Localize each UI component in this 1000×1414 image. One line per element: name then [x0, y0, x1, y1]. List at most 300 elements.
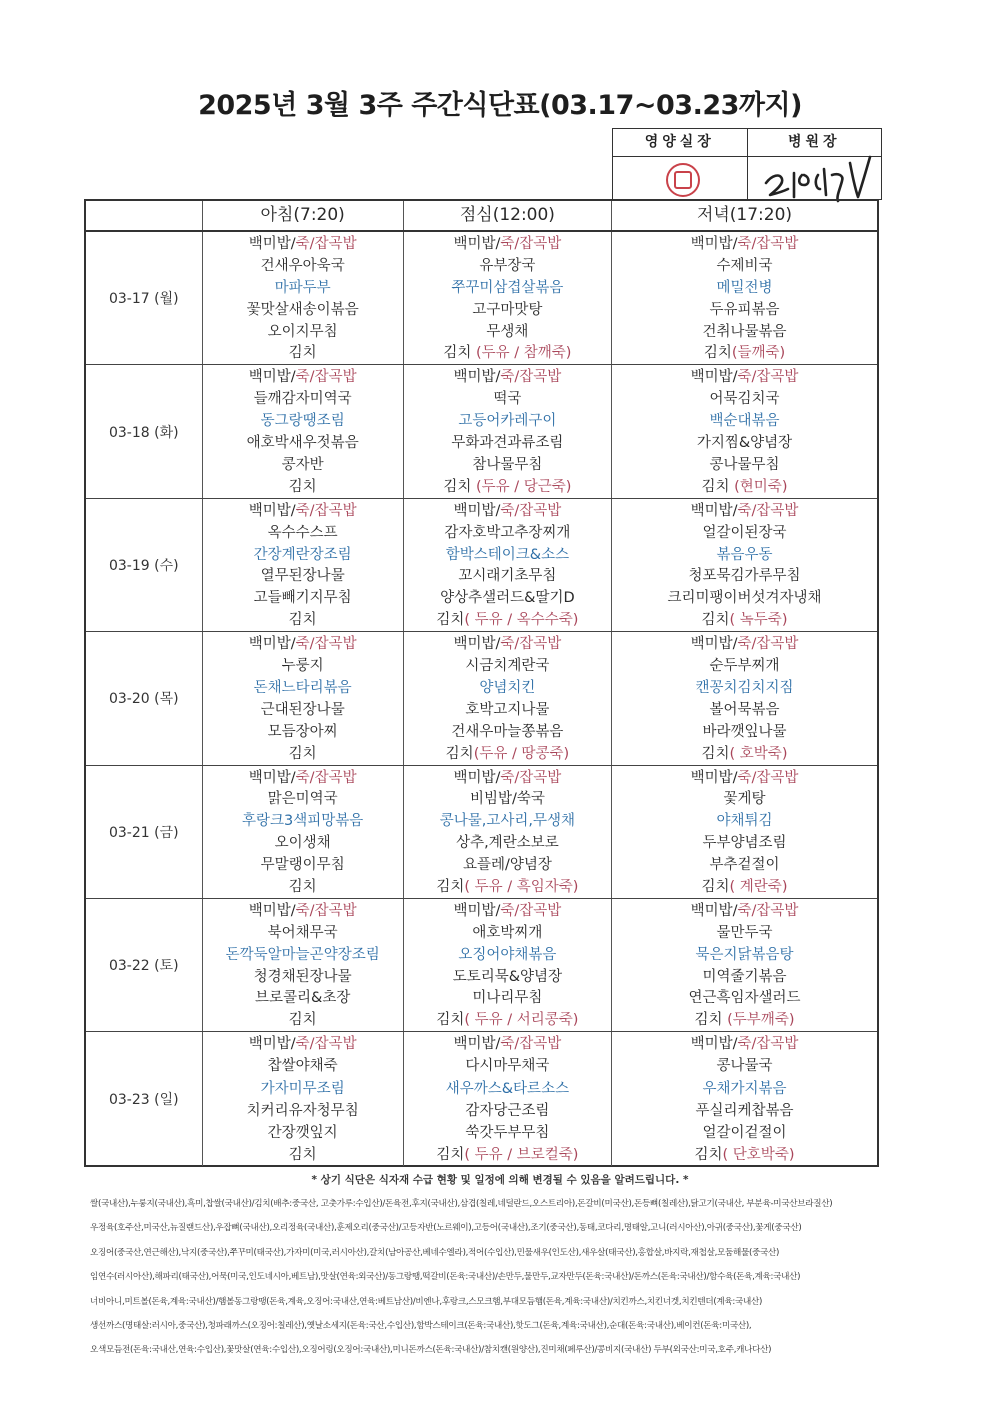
rice-porridge: 죽	[737, 636, 752, 653]
menu-item: 건새우마늘쫑볶음	[451, 723, 564, 740]
kimchi-label: 김치	[701, 612, 730, 629]
rice-base: 백미밥/	[690, 902, 738, 919]
day-row	[86, 766, 877, 899]
day-date: 03-21 (금)	[108, 824, 179, 841]
origin-line: 오징어(중국산,연근해산),낙지(중국산),쭈꾸미(태국산),가자미(미국,러시아산),갈치(남아공산,베네수엘라),적어(수입산),민물새우(인도산),새우살(태국산),홍합살,바지락,재첩살,모둠해물(중국산)	[90, 1247, 780, 1258]
menu-item: 꽃맛살새송이볶음	[246, 301, 359, 318]
origin-line: 오색모듬전(돈육:국내산,연육:수입산),꽃맛살(연육:수입산),오징어링(오징어:국내산),미니돈까스(돈육:국내산)/참치캔(원양산),진미채(페루산)/콩비지(국내산) 두부(외국산:미국,호주,캐나다산)	[90, 1345, 772, 1356]
menu-item: 두부양념조림	[702, 835, 787, 852]
menu-item: 무생채	[486, 323, 529, 340]
kimchi-label: 김치	[445, 745, 474, 762]
menu-table	[84, 199, 879, 1167]
breakfast-cell	[202, 499, 403, 631]
approval-director-cell	[748, 157, 882, 199]
origin-info	[90, 1192, 890, 1363]
lunch-cell	[403, 899, 611, 1031]
day-row	[86, 365, 877, 498]
rice-sep: /	[751, 1036, 757, 1053]
rice-porridge: 죽	[500, 502, 515, 519]
menu-header-row	[86, 201, 877, 232]
kimchi-label: 김치	[694, 1146, 723, 1163]
rice-grain: 잡곡밥	[314, 902, 357, 919]
rice-sep: /	[514, 902, 520, 919]
rice-base: 백미밥/	[690, 636, 738, 653]
menu-item: 미나리무침	[472, 990, 543, 1007]
kimchi-line	[203, 477, 403, 497]
menu-item: 돈채느타리볶음	[253, 679, 352, 696]
menu-item: 건새우아욱국	[260, 257, 345, 274]
origin-line: 너비아니,미트볼(돈육,계육:국내산)/햄볼동그랑땡(돈육,계육,오징어:국내산,연육:베트남산)/비엔나,후랑크,스모크햄,부대모듬햄(돈육,계육:국내산)/치킨까스,치킨너겟,치킨텐더(계육:국내산)	[90, 1296, 763, 1307]
lunch-cell	[403, 1032, 611, 1165]
rice-line	[203, 367, 403, 387]
menu-item: 누룽지	[281, 658, 324, 674]
rice-line	[203, 901, 403, 921]
menu-item: 양념치킨	[479, 679, 536, 696]
rice-sep: /	[514, 636, 520, 653]
menu-item: 백순대볶음	[709, 413, 780, 430]
rice-sep: /	[309, 235, 315, 252]
menu-item: 호박고지나물	[465, 701, 550, 718]
approval-director	[747, 129, 882, 199]
approval-box	[612, 128, 882, 200]
kimchi-line	[612, 1145, 877, 1165]
day-row	[86, 232, 877, 365]
kimchi-label: 김치	[288, 478, 317, 495]
kimchi-line	[203, 877, 403, 897]
rice-line	[404, 901, 611, 921]
rice-porridge: 죽	[295, 769, 310, 786]
dinner-cell	[611, 232, 877, 364]
rice-porridge: 죽	[500, 902, 515, 919]
rice-grain: 잡곡밥	[756, 636, 799, 653]
menu-item: 콩나물,고사리,무생채	[439, 813, 576, 830]
rice-line	[612, 634, 877, 654]
menu-item: 쑥갓두부무침	[465, 1124, 550, 1141]
kimchi-label: 김치	[701, 878, 730, 895]
kimchi-label: 김치	[288, 612, 317, 629]
rice-grain: 잡곡밥	[314, 369, 357, 386]
rice-sep: /	[751, 369, 757, 386]
kimchi-line	[404, 610, 611, 630]
rice-line	[404, 634, 611, 654]
rice-line	[203, 1034, 403, 1054]
rice-base: 백미밥/	[248, 769, 296, 786]
porridge-note: ( 호박죽)	[729, 745, 788, 762]
rice-sep: /	[309, 369, 315, 386]
rice-porridge: 죽	[737, 235, 752, 252]
rice-porridge: 죽	[500, 769, 515, 786]
rice-grain: 잡곡밥	[519, 636, 562, 653]
origin-line: 생선까스(명태살:러시아,중국산),청파래까스(오징어:칠레산),옛날소세지(돈육:국산,수입산),함박스테이크(돈육:국내산),핫도그(돈육,계육:국내산),순대(돈육:국내산),베이컨(돈육:미국산),	[90, 1321, 752, 1332]
menu-item: 열무된장나물	[260, 568, 345, 585]
seal-stamp-icon	[666, 163, 700, 197]
kimchi-label: 김치	[443, 478, 472, 495]
menu-item: 다시마무채국	[465, 1058, 550, 1075]
menu-item: 미역줄기볶음	[702, 968, 787, 985]
approval-nutrition-cell	[613, 157, 747, 199]
rice-porridge: 죽	[737, 902, 752, 919]
rice-line	[612, 1034, 877, 1054]
rice-grain: 잡곡밥	[519, 235, 562, 252]
rice-base: 백미밥/	[248, 235, 296, 252]
day-date: 03-18 (화)	[108, 424, 179, 441]
porridge-note: ( 두유 / 흑임자죽)	[464, 878, 579, 895]
kimchi-line	[612, 610, 877, 630]
rice-line	[404, 501, 611, 521]
menu-item: 얼갈이된장국	[702, 524, 787, 541]
rice-line	[612, 234, 877, 254]
rice-line	[612, 901, 877, 921]
rice-base: 백미밥/	[690, 369, 738, 386]
kimchi-label: 김치	[443, 345, 472, 362]
header-lunch: 점심(12:00)	[403, 201, 611, 230]
menu-item: 꽃게탕	[723, 791, 766, 808]
rice-grain: 잡곡밥	[756, 369, 799, 386]
rice-base: 백미밥/	[453, 636, 501, 653]
kimchi-label: 김치	[288, 878, 317, 895]
menu-item: 함박스테이크&소스	[445, 546, 570, 563]
kimchi-label: 김치	[694, 1012, 723, 1029]
menu-item: 두유피볶음	[709, 301, 780, 318]
lunch-cell	[403, 499, 611, 631]
signature-icon	[758, 145, 878, 205]
rice-base: 백미밥/	[453, 502, 501, 519]
menu-item: 옥수수스프	[267, 524, 338, 541]
rice-base: 백미밥/	[248, 369, 296, 386]
kimchi-label: 김치	[436, 878, 465, 895]
approval-nutrition-head: 영양실장	[613, 129, 747, 157]
rice-line	[404, 234, 611, 254]
kimchi-line	[404, 1010, 611, 1030]
menu-item: 청포묵김가루무침	[688, 568, 801, 585]
rice-grain: 잡곡밥	[756, 902, 799, 919]
kimchi-line	[612, 477, 877, 497]
header-dinner: 저녁(17:20)	[611, 201, 877, 230]
rice-base: 백미밥/	[248, 636, 296, 653]
kimchi-line	[612, 744, 877, 764]
kimchi-label: 김치	[288, 745, 317, 762]
kimchi-label: 김치	[288, 345, 317, 362]
porridge-note: ( 두유 / 브로컬죽)	[464, 1146, 579, 1163]
menu-item: 브로콜리&초장	[255, 990, 351, 1007]
kimchi-line	[404, 877, 611, 897]
menu-item: 유부장국	[479, 257, 536, 274]
menu-item: 오징어야채볶음	[458, 946, 557, 963]
lunch-cell	[403, 232, 611, 364]
menu-item: 동그랑땡조림	[260, 413, 345, 430]
menu-item: 떡국	[493, 391, 522, 408]
menu-item: 돈깍둑알마늘곤약장조림	[225, 946, 380, 963]
porridge-note: (들깨죽)	[731, 345, 786, 362]
porridge-note: (두유 / 땅콩죽)	[473, 745, 570, 762]
menu-item: 물만두국	[716, 924, 773, 941]
rice-sep: /	[309, 1036, 315, 1053]
menu-item: 감자당근조림	[465, 1102, 550, 1119]
rice-base: 백미밥/	[248, 502, 296, 519]
menu-item: 볼어묵볶음	[709, 701, 780, 718]
menu-item: 메밀전병	[716, 279, 773, 296]
rice-base: 백미밥/	[453, 1036, 501, 1053]
menu-item: 쭈꾸미삼겹살볶음	[451, 279, 564, 296]
kimchi-line	[203, 610, 403, 630]
menu-item: 크리미팽이버섯겨자냉채	[667, 590, 822, 607]
rice-grain: 잡곡밥	[519, 769, 562, 786]
rice-line	[404, 367, 611, 387]
menu-item: 볶음우동	[716, 546, 773, 563]
rice-base: 백미밥/	[453, 902, 501, 919]
rice-sep: /	[514, 1036, 520, 1053]
menu-item: 야채튀김	[716, 813, 773, 830]
rice-base: 백미밥/	[690, 502, 738, 519]
rice-porridge: 죽	[737, 769, 752, 786]
rice-grain: 잡곡밥	[519, 369, 562, 386]
rice-sep: /	[309, 902, 315, 919]
kimchi-line	[404, 477, 611, 497]
rice-base: 백미밥/	[248, 1036, 296, 1053]
rice-base: 백미밥/	[453, 769, 501, 786]
menu-item: 들깨감자미역국	[253, 391, 352, 408]
rice-sep: /	[751, 769, 757, 786]
rice-porridge: 죽	[737, 369, 752, 386]
page-title: 2025년 3월 3주 주간식단표(03.17~03.23까지)	[198, 90, 802, 121]
rice-base: 백미밥/	[690, 235, 738, 252]
dinner-cell	[611, 632, 877, 764]
breakfast-cell	[202, 365, 403, 497]
menu-item: 요플레/양념장	[462, 857, 552, 874]
menu-item: 가지찜&양념장	[696, 435, 793, 451]
breakfast-cell	[202, 632, 403, 764]
menu-item: 오이지무침	[267, 323, 338, 340]
kimchi-label: 김치	[701, 745, 730, 762]
menu-item: 콩나물무침	[709, 456, 780, 473]
lunch-cell	[403, 632, 611, 764]
menu-item: 묵은지닭볶음탕	[695, 946, 794, 963]
header-breakfast: 아침(7:20)	[202, 201, 403, 230]
menu-item: 건취나물볶음	[702, 323, 787, 340]
menu-item: 도토리묵&양념장	[452, 968, 563, 985]
menu-item: 애호박새우젓볶음	[246, 435, 359, 451]
porridge-note: ( 계란죽)	[729, 878, 788, 895]
rice-grain: 잡곡밥	[756, 769, 799, 786]
menu-item: 애호박찌개	[472, 924, 543, 941]
dinner-cell	[611, 766, 877, 898]
menu-item: 고들빼기지무침	[253, 590, 352, 607]
menu-item: 북어채무국	[267, 924, 338, 941]
menu-item: 양상추샐러드&딸기D	[440, 590, 575, 607]
porridge-note: (현미죽)	[729, 478, 788, 495]
lunch-cell	[403, 365, 611, 497]
day-date: 03-19 (수)	[108, 557, 179, 574]
rice-porridge: 죽	[500, 636, 515, 653]
rice-grain: 잡곡밥	[314, 502, 357, 519]
kimchi-line	[203, 343, 403, 363]
rice-line	[203, 768, 403, 788]
day-date: 03-17 (월)	[108, 291, 179, 308]
porridge-note: ( 두유 / 옥수수죽)	[464, 612, 579, 629]
menu-item: 후랑크3색피망볶음	[242, 813, 364, 830]
day-date: 03-22 (토)	[108, 958, 179, 975]
menu-item: 간장깻잎지	[267, 1124, 338, 1141]
breakfast-cell	[202, 899, 403, 1031]
menu-item: 수제비국	[716, 257, 773, 274]
rice-porridge: 죽	[295, 1036, 310, 1053]
rice-porridge: 죽	[295, 369, 310, 386]
menu-item: 고구마맛탕	[472, 301, 543, 318]
rice-line	[404, 1034, 611, 1054]
rice-porridge: 죽	[500, 235, 515, 252]
menu-item: 어묵김치국	[709, 391, 780, 408]
notice-text: * 상기 식단은 식자재 수급 현황 및 일정에 의해 변경될 수 있음을 알려드립니다. *	[311, 1174, 689, 1186]
rice-porridge: 죽	[500, 369, 515, 386]
menu-item: 고등어카레구이	[458, 413, 557, 430]
menu-item: 연근흑임자샐러드	[688, 990, 801, 1007]
kimchi-line	[612, 1010, 877, 1030]
kimchi-label: 김치	[436, 612, 465, 629]
rice-sep: /	[514, 502, 520, 519]
origin-line: 우정육(호주산,미국산,뉴질랜드산),우잡뼈(국내산),오리정육(국내산),훈제오리(중국산)/고등자반(노르웨이),고등어(국내산),조기(중국산),동태,코다리,명태알,고니(러시아산),아귀(중국산),꽃게(중국산)	[90, 1223, 802, 1234]
menu-item: 새우까스&타르소스	[445, 1080, 570, 1097]
day-row	[86, 499, 877, 632]
rice-line	[612, 501, 877, 521]
kimchi-line	[404, 744, 611, 764]
rice-sep: /	[751, 502, 757, 519]
kimchi-line	[203, 1145, 403, 1165]
menu-item: 마파두부	[274, 279, 331, 296]
rice-porridge: 죽	[737, 1036, 752, 1053]
rice-base: 백미밥/	[453, 235, 501, 252]
rice-grain: 잡곡밥	[314, 1036, 357, 1053]
menu-item: 참나물무침	[472, 456, 543, 473]
rice-line	[404, 768, 611, 788]
kimchi-label: 김치	[436, 1012, 465, 1029]
porridge-note: ( 단호박죽)	[722, 1146, 795, 1163]
kimchi-label: 김치	[288, 1146, 317, 1163]
dinner-cell	[611, 499, 877, 631]
menu-item: 오이생채	[274, 835, 331, 852]
rice-porridge: 죽	[500, 1036, 515, 1053]
rice-grain: 잡곡밥	[314, 235, 357, 252]
menu-item: 상추,계란소보로	[456, 835, 559, 852]
menu-item: 얼갈이겉절이	[702, 1124, 787, 1141]
menu-item: 부추겉절이	[709, 857, 780, 874]
rice-sep: /	[309, 769, 315, 786]
rice-grain: 잡곡밥	[519, 502, 562, 519]
rice-line	[612, 367, 877, 387]
lunch-cell	[403, 766, 611, 898]
rice-line	[612, 768, 877, 788]
menu-item: 무말랭이무침	[260, 857, 345, 874]
rice-sep: /	[514, 769, 520, 786]
rice-line	[203, 634, 403, 654]
rice-base: 백미밥/	[690, 769, 738, 786]
menu-item: 맑은미역국	[267, 791, 338, 808]
menu-item: 캔꽁치김치지짐	[695, 679, 794, 696]
rice-line	[203, 501, 403, 521]
dinner-cell	[611, 899, 877, 1031]
origin-line: 쌀(국내산),누룽지(국내산),흑미,찹쌀(국내산)/김치(배추:중국산, 고춧가루:수입산)/돈육전,후지(국내산),삼겹(칠레,네덜란드,오스트리아),돈갈비(미국산),돈등뼈(칠레산),닭고기(국내산, 부분육-미국산브라질산)	[90, 1199, 833, 1209]
approval-director-head: 병원장	[748, 129, 882, 157]
rice-line	[203, 234, 403, 254]
kimchi-label: 김치	[436, 1146, 465, 1163]
rice-grain: 잡곡밥	[314, 636, 357, 653]
rice-porridge: 죽	[737, 502, 752, 519]
menu-item: 비빔밥/쑥국	[469, 791, 545, 808]
rice-grain: 잡곡밥	[519, 902, 562, 919]
rice-porridge: 죽	[295, 502, 310, 519]
day-row	[86, 1032, 877, 1165]
porridge-note: ( 녹두죽)	[729, 612, 788, 629]
menu-item: 감자호박고추장찌개	[444, 524, 571, 541]
dinner-cell	[611, 365, 877, 497]
rice-sep: /	[751, 235, 757, 252]
rice-sep: /	[751, 636, 757, 653]
kimchi-line	[203, 744, 403, 764]
rice-grain: 잡곡밥	[314, 769, 357, 786]
menu-item: 찹쌀야채죽	[267, 1058, 338, 1075]
menu-item: 시금치계란국	[465, 658, 550, 674]
kimchi-line	[612, 343, 877, 363]
rice-sep: /	[514, 369, 520, 386]
rice-base: 백미밥/	[248, 902, 296, 919]
menu-item: 청경채된장나물	[253, 968, 352, 985]
rice-porridge: 죽	[295, 636, 310, 653]
breakfast-cell	[202, 766, 403, 898]
rice-sep: /	[309, 502, 315, 519]
rice-base: 백미밥/	[690, 1036, 738, 1053]
porridge-note: (두유 / 당근죽)	[471, 478, 572, 495]
menu-item: 콩자반	[281, 456, 324, 473]
porridge-note: ( 두유 / 서리콩죽)	[464, 1012, 579, 1029]
menu-body	[86, 232, 877, 1166]
menu-item: 가자미무조림	[260, 1080, 345, 1097]
rice-porridge: 죽	[295, 902, 310, 919]
breakfast-cell	[202, 1032, 403, 1165]
rice-grain: 잡곡밥	[756, 502, 799, 519]
menu-item: 꼬시래기초무침	[458, 568, 557, 585]
porridge-note: (두유 / 참깨죽)	[471, 345, 572, 362]
day-row	[86, 899, 877, 1032]
menu-item: 간장계란장조림	[253, 546, 352, 563]
rice-grain: 잡곡밥	[756, 235, 799, 252]
rice-sep: /	[751, 902, 757, 919]
kimchi-line	[203, 1010, 403, 1030]
menu-item: 무화과견과류조림	[451, 435, 564, 451]
kimchi-line	[404, 343, 611, 363]
day-date: 03-20 (목)	[108, 691, 179, 708]
rice-porridge: 죽	[295, 235, 310, 252]
kimchi-label: 김치	[701, 478, 730, 495]
rice-sep: /	[309, 636, 315, 653]
porridge-note: (두부깨죽)	[722, 1012, 795, 1029]
dinner-cell	[611, 1032, 877, 1165]
menu-item: 순두부찌개	[709, 658, 780, 674]
kimchi-line	[404, 1145, 611, 1165]
menu-item: 우채가지볶음	[702, 1080, 787, 1097]
menu-item: 근대된장나물	[260, 701, 345, 718]
breakfast-cell	[202, 232, 403, 364]
menu-item: 콩나물국	[716, 1058, 773, 1075]
menu-item: 모듬장아찌	[267, 723, 338, 740]
rice-base: 백미밥/	[453, 369, 501, 386]
rice-sep: /	[514, 235, 520, 252]
day-row	[86, 632, 877, 765]
rice-grain: 잡곡밥	[519, 1036, 562, 1053]
rice-grain: 잡곡밥	[756, 1036, 799, 1053]
header-date-cell	[86, 201, 202, 230]
kimchi-label: 김치	[703, 345, 732, 362]
day-date: 03-23 (일)	[108, 1092, 179, 1109]
kimchi-line	[612, 877, 877, 897]
